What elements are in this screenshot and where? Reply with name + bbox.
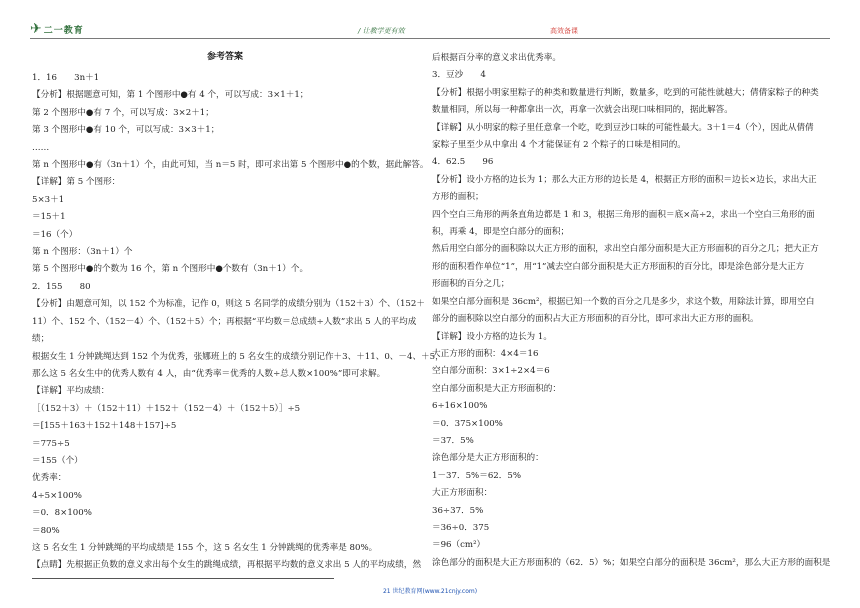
text-line: 这 5 名女生 1 分钟跳绳的平均成绩是 155 个，这 5 名女生 1 分钟跳绳的优秀率是 80%。 — [32, 542, 378, 553]
left-column — [32, 50, 444, 575]
text-line: ［（152＋3）＋（152＋11）＋152＋（152－4）＋（152＋5）］÷5 — [32, 403, 301, 414]
text-line: 优秀率： — [32, 473, 67, 484]
text-line: 4÷5×100% — [32, 490, 82, 501]
text-line: 部分的面积除以空白部分的面积占大正方形面积的百分比，即可求出大正方形的面积。 — [432, 314, 759, 325]
text-line: 第 n 个图形中●有（3n＋1）个，由此可知，当 n＝5 时，即可求出第 5 个图形中●的个数，据此解答。 — [32, 160, 429, 171]
text-line: 11）个、152 个、（152－4）个、（152＋5）个；再根据“平均数＝总成绩÷人数”求出 5 人的平均成 — [32, 316, 417, 327]
header-divider — [30, 38, 830, 39]
text-line: ＝[155＋163＋152＋148＋157]÷5 — [32, 421, 177, 432]
text-line: 1－37．5%＝62．5% — [432, 470, 521, 481]
header-right-label: 高效备课 — [550, 27, 578, 35]
text-line: 6÷16×100% — [432, 401, 488, 412]
text-line: 【详解】第 5 个图形： — [32, 177, 121, 188]
text-line: 四个空白三角形的两条直角边都是 1 和 3，根据三角形的面积＝底×高÷2，求出一个空白三角形的面 — [432, 209, 815, 220]
text-line: 形的面积看作单位“1”，用“1”减去空白部分面积是大正方形面积的百分比，即是涂色部分是大正方 — [432, 261, 805, 272]
text-line: ＝15＋1 — [32, 212, 66, 223]
text-line: 第 3 个图形中●有 10 个，可以写成：3×3＋1； — [32, 125, 220, 136]
text-line: ＝80% — [32, 525, 60, 536]
right-column — [432, 50, 831, 572]
text-line: 大正方形面积： — [432, 488, 493, 499]
answer-title: 参考答案 — [206, 52, 243, 62]
text-line: 3．豆沙 4 — [432, 70, 486, 81]
text-line: ＝37．5% — [432, 435, 474, 446]
text-line: 第 n 个图形：（3n＋1）个 — [32, 247, 133, 258]
text-line: 涂色部分的面积是大正方形面积的（62．5）%；如果空白部分的面积是 36cm²，那么大正方形的面积是 — [432, 557, 831, 568]
text-line: 【详解】设小方格的边长为 1。 — [432, 331, 552, 342]
text-line: …… — [32, 142, 50, 153]
text-line: 4．62.5 96 — [432, 157, 494, 168]
text-line: 【分析】根据小明家里粽子的种类和数量进行判断，数量多，吃到的可能性就越大；倩倩家粽子的种类 — [432, 87, 819, 98]
logo — [30, 22, 84, 36]
left-text-lines — [32, 70, 444, 575]
text-line: 积，再乘 4，即是空白部分的面积； — [432, 227, 570, 238]
text-line: ＝96（cm²） — [432, 540, 486, 551]
text-line: ＝775÷5 — [32, 438, 70, 449]
header-slogan: / 让教学更有效 — [358, 27, 405, 35]
text-line: 空白部分面积：3×1÷2×4＝6 — [432, 366, 550, 377]
text-line: 第 2 个图形中●有 7 个，可以写成：3×2＋1； — [32, 107, 214, 118]
text-line: ＝16（个） — [32, 229, 78, 240]
text-line: ＝36÷0．375 — [432, 522, 490, 533]
text-line: 第 5 个图形中●的个数为 16 个，第 n 个图形中●个数有（3n＋1）个。 — [32, 264, 309, 275]
page-footer: 21 世纪教育网(www.21cnjy.com) — [382, 588, 478, 595]
text-line: ＝155（个） — [32, 455, 83, 466]
bottom-divider — [32, 578, 334, 579]
text-line: 根据女生 1 分钟跳绳达到 152 个为优秀，张娜班上的 5 名女生的成绩分别记作＋3、＋11、0、－4、＋5， — [32, 351, 444, 362]
text-line: 【分析】设小方格的边长为 1；那么大正方形的边长是 4，根据正方形的面积＝边长×边长，求出大正 — [432, 174, 817, 185]
text-line: 【详解】平均成绩： — [32, 386, 110, 397]
text-line: 36÷37．5% — [432, 505, 484, 516]
text-line: 数量相同，所以每一种都拿出一次，再拿一次就会出现口味相同的，据此解答。 — [432, 105, 733, 116]
text-line: 然后用空白部分的面积除以大正方形的面积，求出空白部分面积是大正方形面积的百分之几；把大正方 — [432, 244, 819, 255]
text-line: ＝0．375×100% — [432, 418, 503, 429]
text-line: 形面积的百分之几； — [432, 279, 510, 290]
text-line: 1．16 3n＋1 — [32, 73, 100, 83]
runner-logo-icon: ✈ — [30, 21, 42, 37]
text-line: 方形的面积； — [432, 192, 484, 203]
text-line: 绩； — [32, 334, 50, 345]
logo-text: 二一教育 — [43, 25, 84, 36]
text-line: 大正方形的面积：4×4＝16 — [432, 348, 539, 359]
text-line: 【分析】由题意可知，以 152 个为标准，记作 0，则这 5 名同学的成绩分别为（152＋3）个、（152＋ — [32, 299, 425, 310]
text-line: 【分析】根据题意可知，第 1 个图形中●有 4 个，可以写成：3×1＋1； — [32, 90, 309, 101]
text-line: 【点睛】先根据正负数的意义求出每个女生的跳绳成绩，再根据平均数的意义求出 5 人的平均成绩，然 — [32, 560, 422, 571]
right-text-lines — [432, 50, 831, 572]
text-line: 2．155 80 — [32, 281, 91, 292]
text-line: 空白部分面积是大正方形面积的： — [432, 383, 561, 394]
text-line: 涂色部分是大正方形面积的： — [432, 453, 544, 464]
text-line: 家粽子里至少从中拿出 4 个才能保证有 2 个粽子的口味是相同的。 — [432, 140, 686, 151]
text-line: 如果空白部分面积是 36cm²，根据已知一个数的百分之几是多少，求这个数，用除法计算，即用空白 — [432, 296, 815, 307]
text-line: 5×3＋1 — [32, 194, 65, 205]
text-line: 后根据百分率的意义求出优秀率。 — [432, 53, 561, 63]
text-line: 【详解】从小明家的粽子里任意拿一个吃，吃到豆沙口味的可能性最大。3＋1＝4（个），因此从倩倩 — [432, 122, 814, 133]
text-line: 那么这 5 名女生中的优秀人数有 4 人，由“优秀率＝优秀的人数÷总人数×100%”即可求解。 — [32, 368, 386, 379]
text-line: ＝0．8×100% — [32, 508, 92, 519]
